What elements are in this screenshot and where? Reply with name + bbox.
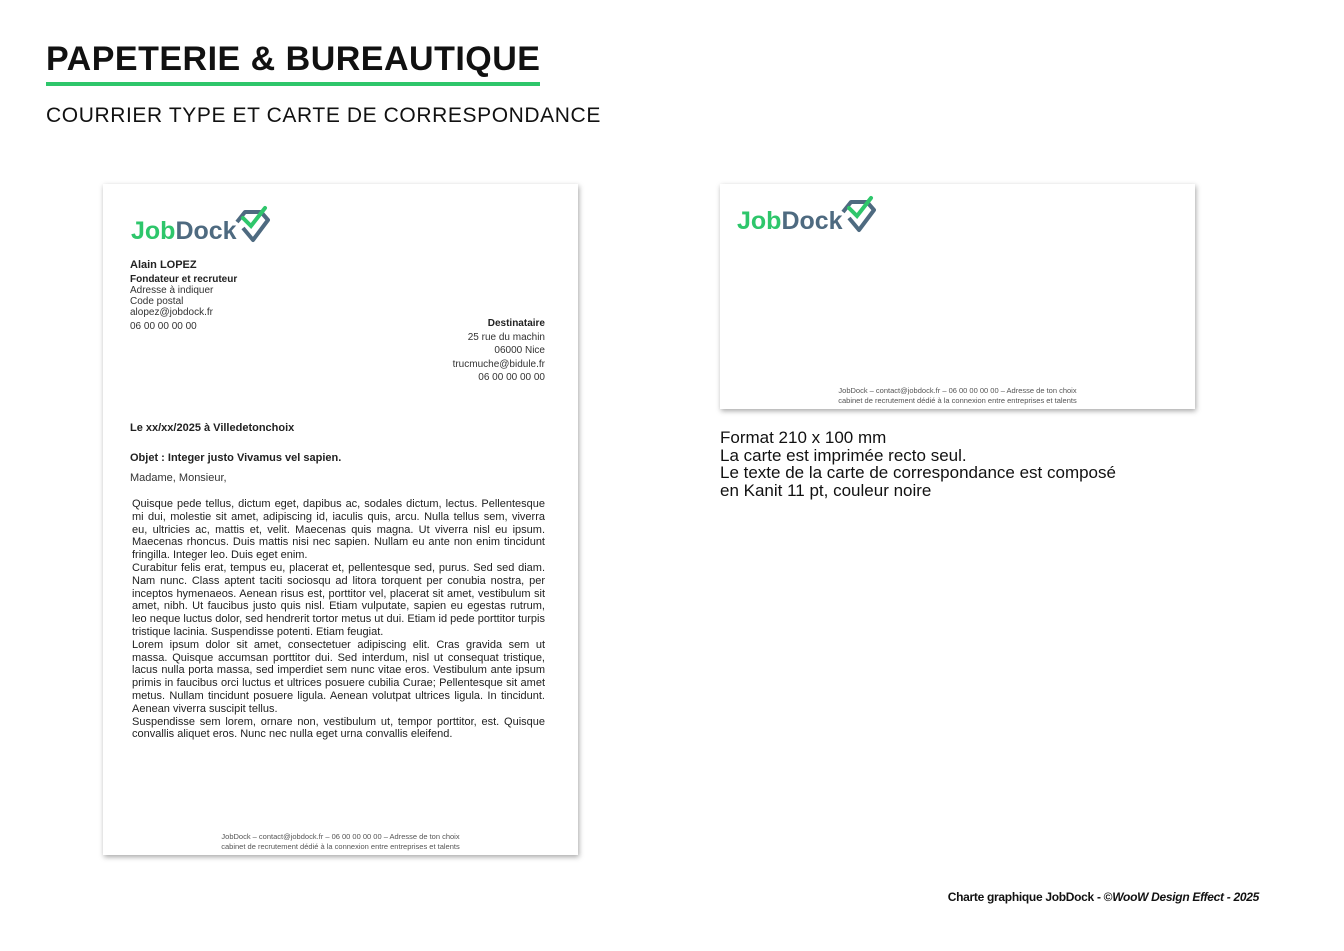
logo-dock: Dock [781, 207, 843, 235]
checkmark-dock-icon [231, 204, 271, 244]
recipient-phone: 06 00 00 00 00 [478, 372, 545, 384]
checkmark-dock-icon [837, 194, 877, 234]
sender-block [130, 260, 237, 332]
recipient-label: Destinataire [487, 318, 545, 329]
sender-postal: Code postal [130, 296, 184, 307]
recipient-block [453, 317, 545, 385]
paragraph: Suspendisse sem lorem, ornare non, vestibulum ut, tempor porttitor, est. Quisque convallis aliquet eros. Nunc nec nulla eget urna convallis eleifend. [132, 715, 545, 741]
card-specs [720, 429, 1116, 499]
sender-address: Adresse à indiquer [130, 285, 214, 296]
logo-dock: Dock [175, 217, 237, 245]
footer-line: cabinet de recrutement dédié à la connexion entre entreprises et talents [221, 842, 460, 851]
spec-line: Format 210 x 100 mm [720, 428, 887, 447]
sender-email: alopez@jobdock.fr [130, 307, 213, 318]
letter-template [103, 184, 578, 855]
page-title: PAPETERIE & BUREAUTIQUE [46, 40, 540, 86]
recipient-email: trucmuche@bidule.fr [452, 358, 545, 370]
logo-job: Job [131, 217, 176, 245]
spec-line: Le texte de la carte de correspondance est composé [720, 463, 1116, 482]
paragraph: Quisque pede tellus, dictum eget, dapibus ac, sodales dictum, lectus. Pellentesque mi dui, molestie sit amet, adipiscing id, iaculis quis, arcu. Nulla tellus sem, viverra eu, ultricies ac, mattis et, velit. Maecenas quis magna. Ut viverra nisl eu ipsum. Maecenas rhoncus. Duis mattis nisi nec sapien. Nullam eu ante non enim tincidunt fringilla. Integer leo. Duis eget enim. [132, 498, 545, 562]
credit-brand: WooW Design Effect - 2025 [1112, 890, 1259, 904]
footer-line: cabinet de recrutement dédié à la connexion entre entreprises et talents [838, 396, 1077, 405]
letter-footer [103, 832, 578, 852]
recipient-city: 06000 Nice [494, 345, 545, 357]
paragraph: Lorem ipsum dolor sit amet, consectetuer adipiscing elit. Cras gravida sem ut massa. Quisque accumsan porttitor dui. Sed interdum, nisl ut consequat tristique, lacus nulla porta massa, sed imperdiet sem nunc vitae eros. Vestibulum ante ipsum primis in faucibus orci luctus et ultrices posuere cubilia Curae; Pellentesque sit amet metus. Nullam tincidunt posuere ligula. Aenean volutpat ultrices ligula. In tincidunt. Aenean viverra suscipit tellus. [132, 638, 545, 715]
sender-role: Fondateur et recruteur [130, 274, 238, 285]
letter-salutation: Madame, Monsieur, [130, 472, 227, 484]
jobdock-logo [131, 204, 271, 246]
paragraph: Curabitur felis erat, tempus eu, placerat et, pellentesque sed, purus. Sed sed diam. Nam nunc. Class aptent taciti sociosqu ad litora torquent per conubia nostra, per inceptos hymenaeos. Aenean risus est, porttitor vel, placerat sit amet, vestibulum sit amet, nibh. Ut faucibus justo quis nisl. Etiam vulputate, sapien eu egestas rutrum, leo neque luctus dolor, sed hendrerit tortor metus ut dui. Etiam id pede porttitor turpis tristique lacinia. Suspendisse potenti. Etiam feugiat. [132, 561, 545, 638]
footer-line: JobDock – contact@jobdock.fr – 06 00 00 00 00 – Adresse de ton choix [838, 386, 1077, 395]
letter-body [132, 498, 545, 741]
jobdock-logo [737, 194, 877, 236]
sender-name: Alain LOPEZ [130, 259, 197, 271]
sender-phone: 06 00 00 00 00 [130, 321, 197, 332]
spec-line: en Kanit 11 pt, couleur noire [720, 480, 932, 500]
letter-subject: Objet : Integer justo Vivamus vel sapien. [130, 452, 342, 464]
page-subtitle: COURRIER TYPE ET CARTE DE CORRESPONDANCE [46, 104, 601, 127]
footer-line: JobDock – contact@jobdock.fr – 06 00 00 00 00 – Adresse de ton choix [221, 832, 460, 841]
card-footer [720, 386, 1195, 406]
credit-line [948, 890, 1259, 904]
letter-date: Le xx/xx/2025 à Villedetonchoix [130, 422, 295, 434]
recipient-street: 25 rue du machin [467, 331, 545, 343]
spec-line: La carte est imprimée recto seul. [720, 445, 967, 465]
credit-text: Charte graphique JobDock - © [947, 890, 1113, 904]
correspondence-card [720, 184, 1195, 409]
logo-job: Job [737, 207, 782, 235]
